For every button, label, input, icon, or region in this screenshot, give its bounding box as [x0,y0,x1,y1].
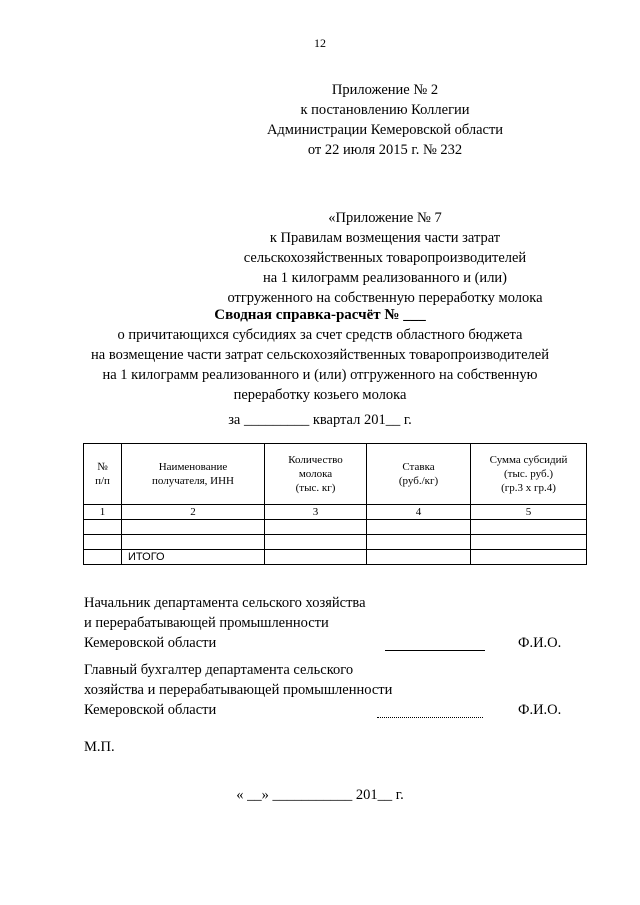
signature-block-accountant [84,660,584,720]
attachment-sub-line: отгруженного на собственную переработку молока [227,290,543,306]
column-number-row [84,505,587,520]
signer-name: Ф.И.О. [518,702,562,718]
header-line: Ставка [402,461,435,473]
table-cell [367,535,471,550]
header-line: (руб./кг) [398,475,439,487]
signature-line [385,650,485,651]
table-cell [84,550,122,565]
signer-position-line: Начальник департамента сельского хозяйства [84,595,366,611]
date-line: « __» ___________ 201__ г. [236,787,404,803]
header-line: № [97,461,108,473]
table-cell [122,520,265,535]
attachment-sub-line: на 1 килограмм реализованного и (или) [262,270,508,286]
table-row [84,520,587,535]
header-milk-quantity [265,444,367,505]
header-line: (гр.3 х гр.4) [501,482,556,494]
table-row [84,535,587,550]
signer-name: Ф.И.О. [518,635,562,651]
subsidy-table [83,443,587,565]
report-period: за _________ квартал 201__ г. [228,412,412,428]
signer-position-line: Главный бухгалтер департамента сельского [84,662,354,678]
header-line: Наименование [158,461,228,473]
table-cell [471,520,587,535]
attachment-main-line: Администрации Кемеровской области [266,122,504,138]
report-subtitle-line: о причитающихся субсидиях за счет средств областного бюджета [117,327,523,343]
table-cell [471,535,587,550]
header-line: получателя, ИНН [152,475,234,487]
table-cell [122,535,265,550]
attachment-main-line: Приложение № 2 [331,82,439,98]
report-title: Сводная справка-расчёт № ___ [214,307,426,323]
attachment-main-line: от 22 июля 2015 г. № 232 [307,142,463,158]
header-rate [367,444,471,505]
header-line: п/п [95,475,110,487]
attachment-sub-line: сельскохозяйственных товаропроизводителей [243,250,527,266]
header-line: Сумма субсидий [489,454,568,466]
column-number: 5 [471,505,587,520]
signer-position-line: Кемеровской области [84,635,217,651]
table-cell [265,535,367,550]
table-cell [367,550,471,565]
header-line: (тыс. руб.) [504,468,553,480]
header-number [84,444,122,505]
table-cell [84,520,122,535]
signature-line [377,717,483,718]
report-subtitle-line: переработку козьего молока [233,387,407,403]
attachment-sub-line: к Правилам возмещения части затрат [269,230,501,246]
column-number: 3 [265,505,367,520]
attachment-sub-header [150,208,620,308]
seal-label: М.П. [84,739,115,755]
signature-block-head [84,593,584,653]
table-cell [265,520,367,535]
column-number: 1 [84,505,122,520]
header-line: Количество [288,454,343,466]
report-subtitle-line: на 1 килограмм реализованного и (или) отгруженного на собственную [102,367,538,383]
header-subsidy-sum [471,444,587,505]
column-number: 2 [122,505,265,520]
header-recipient [122,444,265,505]
signer-position-line: и перерабатывающей промышленности [84,615,329,631]
column-number: 4 [367,505,471,520]
header-line: (тыс. кг) [295,482,336,494]
total-row [84,550,587,565]
table-cell [367,520,471,535]
attachment-main-line: к постановлению Коллегии [300,102,470,118]
table-cell [471,550,587,565]
table-header-row [84,444,587,505]
attachment-main-header [150,80,620,160]
table-cell [265,550,367,565]
attachment-sub-line: «Приложение № 7 [328,210,442,226]
report-subtitle [0,325,640,405]
signer-position-line: Кемеровской области [84,702,217,718]
signer-position-line: хозяйства и перерабатывающей промышленности [84,682,393,698]
header-line: молока [298,468,333,480]
table-cell [84,535,122,550]
total-label: ИТОГО [122,550,265,565]
page-number: 12 [314,36,326,50]
report-subtitle-line: на возмещение части затрат сельскохозяйственных товаропроизводителей [91,347,549,363]
